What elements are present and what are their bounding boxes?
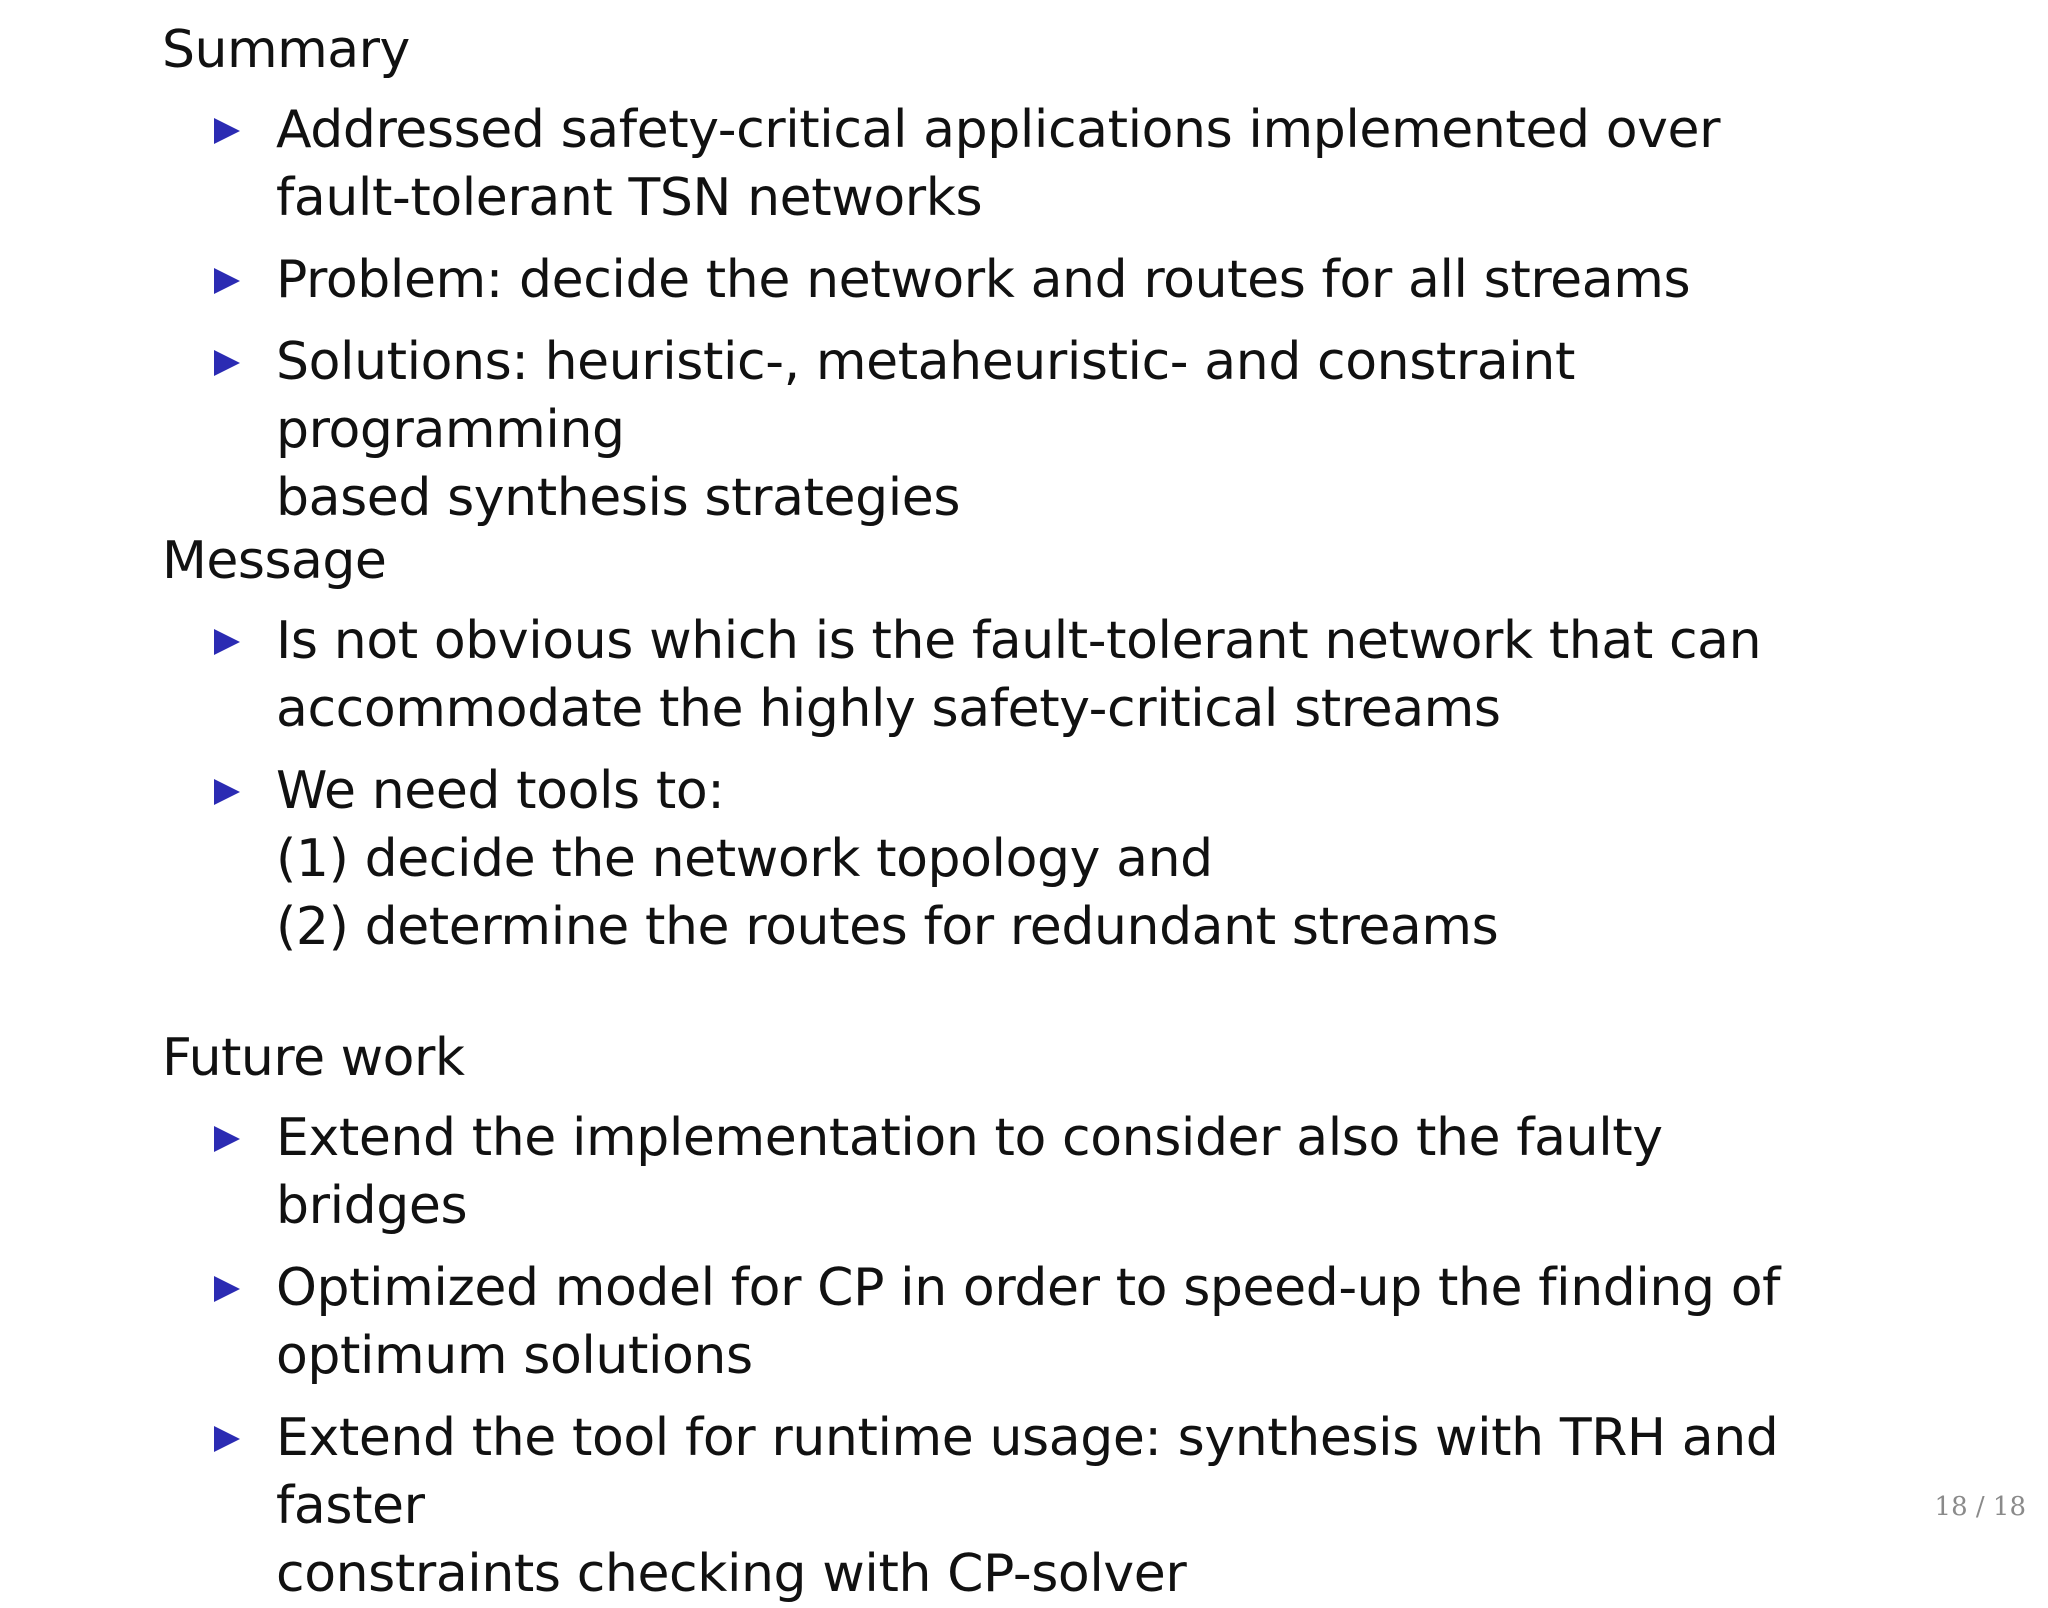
summary-item-line: Problem: decide the network and routes for all streams (276, 250, 1691, 310)
future-work-item (162, 1104, 1862, 1240)
summary-item-line: Solutions: heuristic-, metaheuristic- and constraint programming (276, 332, 1575, 460)
summary-item (162, 96, 1862, 232)
summary-section (162, 16, 1862, 532)
triangle-bullet-icon (214, 629, 240, 655)
future-work-item-line: Extend the implementation to consider also the faulty bridges (276, 1108, 1663, 1236)
summary-item-line: based synthesis strategies (276, 468, 961, 528)
message-title: Message (162, 531, 387, 591)
message-item-line: Is not obvious which is the fault-tolerant network that can (276, 611, 1762, 671)
message-item-line: (1) decide the network topology and (276, 829, 1213, 889)
triangle-bullet-icon (214, 118, 240, 144)
message-item-line: We need tools to: (276, 761, 725, 821)
future-work-title: Future work (162, 1028, 465, 1088)
message-item (162, 607, 1862, 743)
message-item-line: accommodate the highly safety-critical streams (276, 679, 1501, 739)
future-work-section (162, 1024, 1862, 1608)
page-number: 18 / 18 (1934, 1492, 2026, 1522)
future-work-item-line: Extend the tool for runtime usage: synthesis with TRH and faster (276, 1408, 1779, 1536)
future-work-list (162, 1104, 1862, 1608)
summary-list (162, 96, 1862, 532)
summary-title: Summary (162, 20, 410, 80)
future-work-item (162, 1404, 1862, 1608)
triangle-bullet-icon (214, 1426, 240, 1452)
triangle-bullet-icon (214, 1126, 240, 1152)
message-section (162, 527, 1862, 961)
triangle-bullet-icon (214, 779, 240, 805)
summary-item-line: fault-tolerant TSN networks (276, 168, 983, 228)
triangle-bullet-icon (214, 268, 240, 294)
triangle-bullet-icon (214, 1276, 240, 1302)
summary-item-line: Addressed safety-critical applications implemented over (276, 100, 1721, 160)
message-item-line: (2) determine the routes for redundant streams (276, 897, 1499, 957)
message-item (162, 757, 1862, 961)
future-work-item-line: optimum solutions (276, 1326, 753, 1386)
summary-item (162, 328, 1862, 532)
future-work-item-line: Optimized model for CP in order to speed-up the finding of (276, 1258, 1781, 1318)
triangle-bullet-icon (214, 350, 240, 376)
message-list (162, 607, 1862, 961)
future-work-item (162, 1254, 1862, 1390)
future-work-item-line: constraints checking with CP-solver (276, 1544, 1187, 1604)
summary-item (162, 246, 1862, 314)
